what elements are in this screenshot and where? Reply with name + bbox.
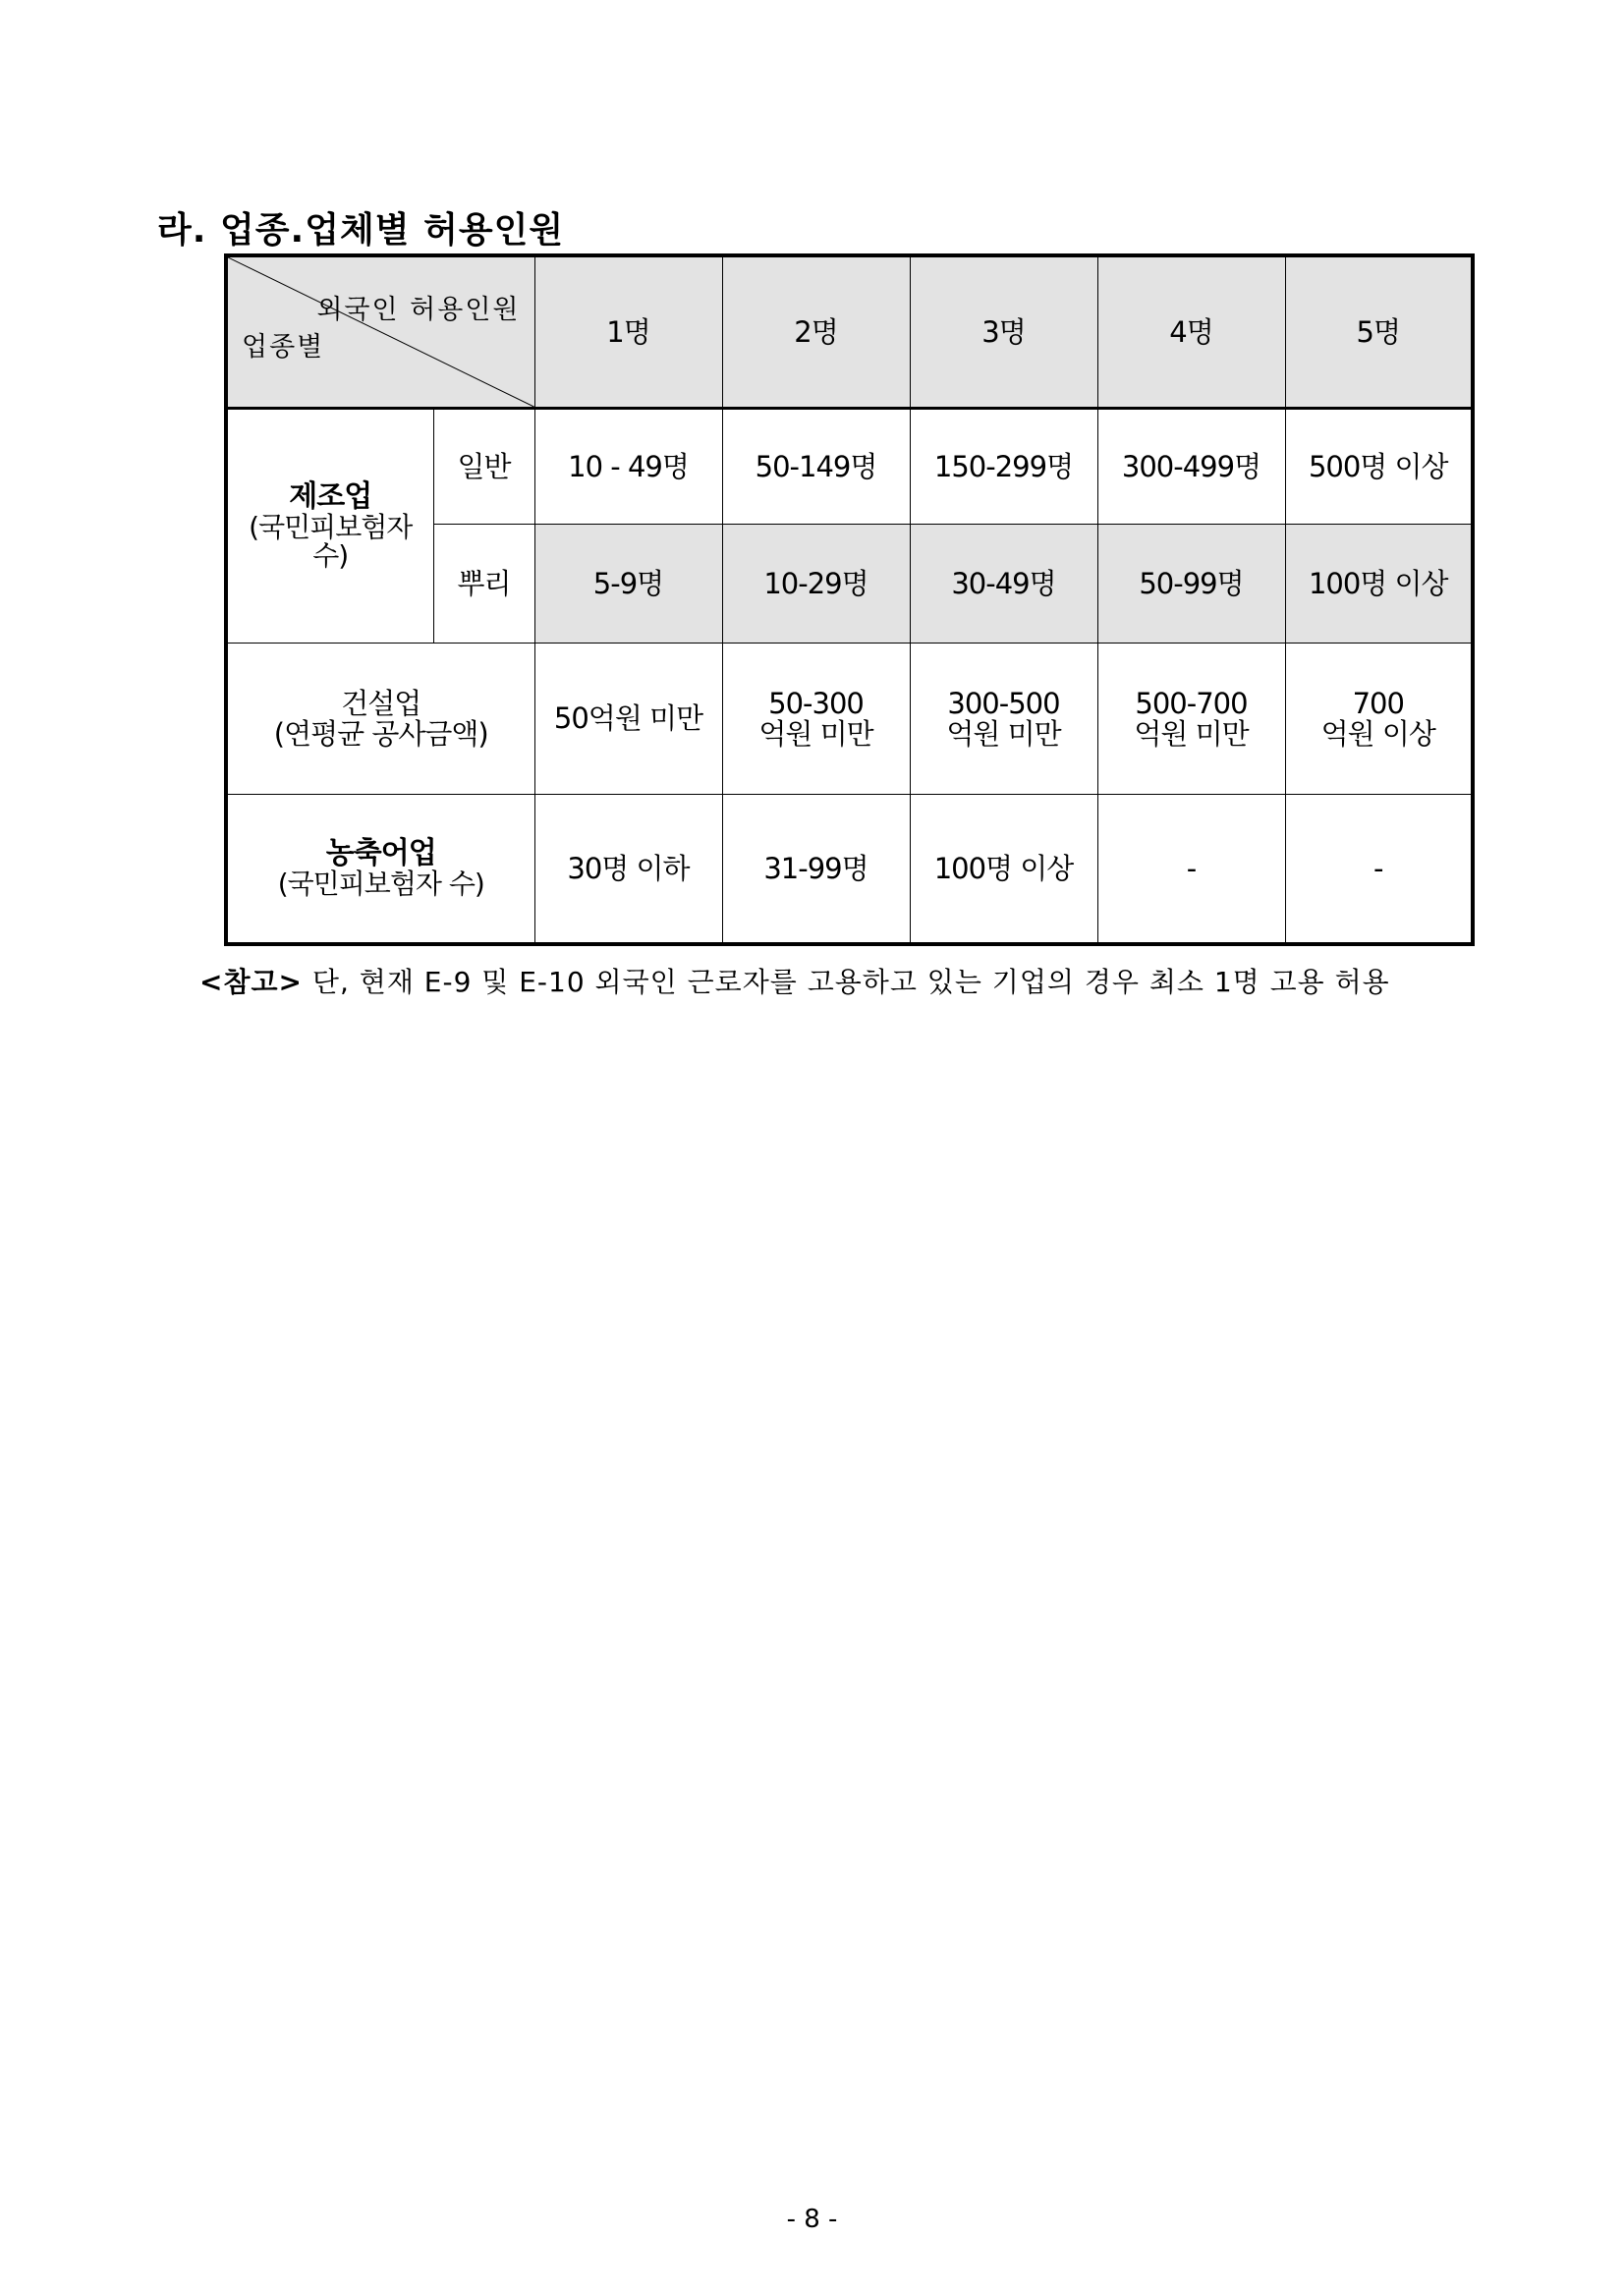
cell-line: 500-700 [1135, 687, 1248, 721]
table-cell [1097, 644, 1285, 795]
table-cell: 30명 이하 [534, 795, 722, 944]
note-label: <참고> [199, 966, 304, 998]
column-header: 2명 [722, 255, 910, 409]
table-cell: 500명 이상 [1285, 409, 1473, 525]
agriculture-label-cell [226, 795, 534, 944]
quota-table [224, 253, 1475, 946]
industry-sub: (국민피보험자 수) [249, 510, 413, 573]
column-header: 4명 [1097, 255, 1285, 409]
agriculture-row [226, 795, 1473, 944]
table-cell: 300-499명 [1097, 409, 1285, 525]
corner-bottom-label: 업종별 [242, 332, 325, 363]
table-cell: 10 - 49명 [534, 409, 722, 525]
table-cell: 30-49명 [910, 525, 1097, 644]
column-header: 1명 [534, 255, 722, 409]
industry-name: 농축어업 [325, 836, 436, 871]
reference-note [199, 961, 1390, 1000]
cell-line: 300-500 [947, 687, 1060, 721]
construction-label-cell [226, 644, 534, 795]
page-number: - 8 - [786, 2205, 838, 2234]
table-cell [534, 644, 722, 795]
table-cell: 50-99명 [1097, 525, 1285, 644]
header-row [226, 255, 1473, 409]
corner-top-label: 외국인 허용인원 [316, 295, 521, 325]
cell-line: 50억원 미만 [553, 701, 703, 736]
table-cell: 5-9명 [534, 525, 722, 644]
table-cell: - [1097, 795, 1285, 944]
cell-line: 50-300 [768, 687, 864, 721]
manufacturing-label-cell [226, 409, 433, 644]
row-label: 일반 [433, 409, 534, 525]
table-cell [910, 644, 1097, 795]
table-cell: - [1285, 795, 1473, 944]
cell-line: 700 [1352, 687, 1404, 721]
table-cell [1285, 644, 1473, 795]
industry-name: 제조업 [289, 479, 372, 515]
table-cell: 150-299명 [910, 409, 1097, 525]
corner-cell [226, 255, 534, 409]
table-cell: 100명 이상 [1285, 525, 1473, 644]
note-text: 단, 현재 E-9 및 E-10 외국인 근로자를 고용하고 있는 기업의 경우 최소 1명 고용 허용 [303, 966, 1390, 998]
table-cell: 50-149명 [722, 409, 910, 525]
table-cell [722, 644, 910, 795]
table-cell: 31-99명 [722, 795, 910, 944]
section-heading: 라. 업종.업체별 허용인원 [157, 210, 565, 251]
row-label: 뿌리 [433, 525, 534, 644]
industry-sub: (국민피보험자 수) [277, 867, 484, 900]
cell-line: 억원 미만 [1134, 716, 1249, 751]
industry-name: 건설업 [341, 687, 421, 721]
construction-row [226, 644, 1473, 795]
column-header: 3명 [910, 255, 1097, 409]
industry-sub: (연평균 공사금액) [273, 716, 488, 751]
table-cell: 100명 이상 [910, 795, 1097, 944]
cell-line: 억원 미만 [758, 716, 873, 751]
cell-line: 억원 이상 [1320, 716, 1435, 751]
manufacturing-general-row [226, 409, 1473, 525]
column-header: 5명 [1285, 255, 1473, 409]
table-cell: 10-29명 [722, 525, 910, 644]
cell-line: 억원 미만 [946, 716, 1061, 751]
